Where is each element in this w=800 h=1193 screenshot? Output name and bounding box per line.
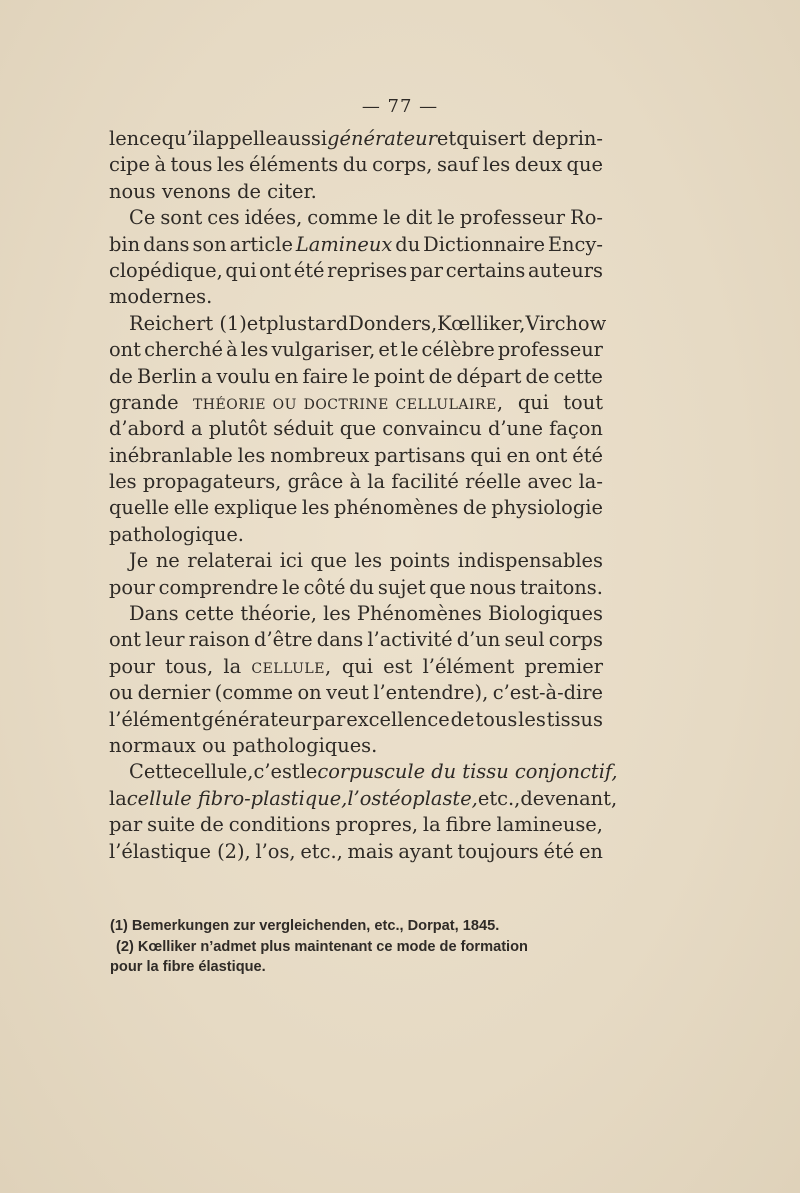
word: à <box>349 470 362 494</box>
word: été <box>293 258 325 282</box>
word: fibre <box>445 813 492 837</box>
word: corps <box>548 628 603 652</box>
word: excellence <box>346 707 450 731</box>
word: de <box>450 707 475 731</box>
word: les <box>323 602 351 626</box>
page-number: — 77 — <box>361 96 439 117</box>
word: tous, <box>165 654 214 678</box>
word: modernes. <box>109 285 213 309</box>
word: l’activité <box>367 628 453 652</box>
word: et <box>436 127 457 150</box>
word: sauf <box>436 153 479 177</box>
word: cette <box>553 364 603 388</box>
word: d’une <box>487 417 544 441</box>
word: est <box>383 654 413 678</box>
word: que <box>310 549 347 573</box>
word: lence <box>109 127 162 150</box>
word: ne <box>155 549 180 573</box>
word: été <box>572 443 603 467</box>
text-line <box>109 522 603 548</box>
text-line <box>109 416 603 442</box>
word: été <box>543 839 575 863</box>
word: que <box>566 153 603 177</box>
word: inébranlable <box>109 443 233 467</box>
word: vulgariser, <box>271 338 376 362</box>
word: corpuscule du tissu conjonctif, <box>317 760 618 784</box>
word: son <box>192 232 227 256</box>
word: dernier <box>137 681 211 705</box>
word: sont <box>160 206 203 230</box>
word: ou <box>202 733 227 757</box>
word: du <box>349 575 375 599</box>
word: explique <box>213 496 298 520</box>
text-line <box>109 126 603 152</box>
word: du <box>342 153 368 177</box>
word: elle <box>173 496 210 520</box>
word: en <box>506 443 531 467</box>
word: clopédique, <box>109 258 223 282</box>
word: Ency- <box>547 232 603 256</box>
word: ou <box>109 681 134 705</box>
word: dit <box>405 206 433 230</box>
word: tout <box>563 390 603 414</box>
word: Phénomènes <box>356 602 482 626</box>
text-line <box>109 311 607 337</box>
word: Berlin <box>136 364 197 388</box>
word: cherché <box>144 338 223 362</box>
word: plus <box>266 311 308 335</box>
word: générateur <box>327 127 437 150</box>
word: du <box>395 232 421 256</box>
text-line <box>109 152 603 178</box>
text-line <box>109 179 603 205</box>
word: facilité <box>391 470 459 494</box>
word: citer. <box>267 179 317 203</box>
word: grâce <box>287 470 344 494</box>
word: les <box>354 549 383 573</box>
word: mais <box>347 839 394 863</box>
word: comme <box>307 206 379 230</box>
word: l’élastique (2), <box>109 839 251 863</box>
word: Je <box>129 549 149 573</box>
word: sert de <box>487 127 556 150</box>
word: , <box>496 390 504 414</box>
word: prin- <box>556 127 603 150</box>
word: reprises <box>327 258 408 282</box>
word: ces <box>207 206 240 230</box>
word: séduit <box>273 417 334 441</box>
word: de <box>462 496 487 520</box>
word: le <box>299 760 318 784</box>
word: (comme <box>214 681 294 705</box>
word: à <box>154 153 166 177</box>
text-line <box>109 232 603 258</box>
text-line <box>109 284 603 310</box>
word: raison <box>188 628 250 652</box>
word: comprendre <box>158 575 279 599</box>
word: professeur <box>459 206 566 230</box>
word: les <box>216 153 245 177</box>
word: leur <box>145 628 185 652</box>
word: côté <box>303 575 346 599</box>
word: en <box>578 839 603 863</box>
word: cipe <box>109 153 150 177</box>
word: deux <box>514 153 563 177</box>
word: Cette <box>129 760 183 784</box>
word: l’os, <box>255 839 296 863</box>
word: tissus <box>546 707 603 731</box>
word: la <box>367 470 386 494</box>
text-line <box>109 443 603 469</box>
text-line <box>109 759 618 785</box>
text-line <box>109 786 618 812</box>
word: nombreux <box>270 443 370 467</box>
word: professeur <box>497 338 603 362</box>
word: qui <box>456 127 488 150</box>
word: les <box>237 443 266 467</box>
word: le <box>437 206 455 230</box>
word: partisans <box>374 443 466 467</box>
text-line <box>109 390 603 416</box>
word: faire <box>302 364 349 388</box>
word: Reichert (1) <box>129 311 247 335</box>
word: par <box>109 813 143 837</box>
text-line <box>109 601 603 627</box>
word: ont <box>259 258 292 282</box>
word: l’élément <box>109 707 201 731</box>
word: qui <box>341 654 373 678</box>
word: physiologie <box>491 496 603 520</box>
word: on <box>297 681 322 705</box>
text-line <box>109 707 603 733</box>
word: qui <box>470 443 502 467</box>
word: Kœlliker, <box>437 311 526 335</box>
word: veut <box>326 681 369 705</box>
word: Virchow <box>525 311 607 335</box>
word: qui <box>517 390 549 414</box>
word: l’élément <box>422 654 515 678</box>
word: premier <box>524 654 603 678</box>
word: et <box>378 338 398 362</box>
word: le <box>383 206 401 230</box>
word: les <box>301 496 330 520</box>
word: etc., <box>477 786 521 810</box>
word: auteurs <box>527 258 603 282</box>
text-line <box>109 258 603 284</box>
word: avec <box>527 470 573 494</box>
word: les <box>482 153 511 177</box>
footnote-1: (1) Bemerkungen zur vergleichenden, etc., Dorpat, 1845. <box>110 918 500 934</box>
word: célèbre <box>421 338 495 362</box>
word: pour <box>109 654 155 678</box>
word: normaux <box>109 733 196 757</box>
word: ici <box>279 549 303 573</box>
word: propres, <box>335 813 419 837</box>
word: voulu <box>216 364 271 388</box>
word: cellule fibro-plastique, <box>126 786 348 810</box>
word: de <box>428 364 453 388</box>
word: ont <box>535 443 568 467</box>
word: d’un <box>456 628 501 652</box>
word: Biologiques <box>488 602 603 626</box>
word: dans <box>316 628 364 652</box>
footnote-2-continuation: pour la fibre élastique. <box>110 959 266 975</box>
text-line <box>109 627 603 653</box>
word: pour <box>109 575 155 599</box>
word: de <box>199 813 224 837</box>
word: la <box>109 786 127 810</box>
word: c’est-à-dire <box>492 681 603 705</box>
word: de <box>237 179 261 203</box>
word: Ro- <box>570 206 603 230</box>
word: le <box>352 364 370 388</box>
word: toujours <box>457 839 539 863</box>
word: tous <box>170 153 213 177</box>
word: cellule, <box>251 654 332 678</box>
word: cellule, <box>182 760 254 784</box>
word: et <box>246 311 267 335</box>
word: Dans <box>129 602 179 626</box>
word: Dictionnaire <box>423 232 545 256</box>
word: c’est <box>253 760 300 784</box>
text-line <box>109 839 603 865</box>
word: à <box>226 338 238 362</box>
word: la <box>422 813 441 837</box>
word: cette <box>184 602 235 626</box>
word: qui <box>225 258 257 282</box>
word: ont <box>109 338 141 362</box>
word: venons <box>161 179 231 203</box>
word: qu’il <box>161 127 206 150</box>
word: les <box>109 470 137 494</box>
word: conditions <box>228 813 331 837</box>
word: éléments <box>249 153 339 177</box>
word: nous <box>469 575 517 599</box>
word: quelle <box>109 496 170 520</box>
word: pathologiques. <box>232 733 378 757</box>
word: points <box>389 549 451 573</box>
word: certains <box>445 258 526 282</box>
word: les <box>518 707 546 731</box>
word: appelle <box>205 127 277 150</box>
footnotes <box>110 916 616 978</box>
word: propagateurs, <box>142 470 282 494</box>
word: Lamineux <box>295 232 393 256</box>
word: départ <box>456 364 522 388</box>
word: tard <box>307 311 349 335</box>
word: , <box>324 654 332 678</box>
text-line <box>109 337 603 363</box>
word: idées, <box>244 206 303 230</box>
word: a <box>200 364 213 388</box>
text-line <box>109 812 603 838</box>
word: article <box>229 232 293 256</box>
word: de <box>525 364 550 388</box>
word: que <box>429 575 466 599</box>
word: Ce <box>129 206 156 230</box>
word: de <box>109 364 133 388</box>
word: pathologique. <box>109 522 244 546</box>
word: suite <box>147 813 196 837</box>
word: théorie, <box>240 602 317 626</box>
word: convaincu <box>382 417 482 441</box>
text-line <box>109 733 603 759</box>
word: nous <box>109 179 156 203</box>
text-line <box>109 654 603 680</box>
word: aussi <box>276 127 328 150</box>
word: théorie ou doctrine cellulaire, <box>192 390 504 414</box>
word: bin <box>109 232 141 256</box>
word: en <box>274 364 299 388</box>
word: phénomènes <box>334 496 459 520</box>
word: le <box>282 575 300 599</box>
word: la <box>223 654 242 678</box>
text-line <box>109 495 603 521</box>
text-line <box>109 205 603 231</box>
word: a <box>191 417 203 441</box>
word: devenant, <box>520 786 618 810</box>
word: d’être <box>254 628 313 652</box>
word: générateur <box>201 707 312 731</box>
word: par <box>312 707 346 731</box>
word: dans <box>143 232 190 256</box>
word: les <box>240 338 269 362</box>
word: lamineuse, <box>496 813 603 837</box>
word: le <box>400 338 419 362</box>
word: d’abord <box>109 417 185 441</box>
word: Donders, <box>348 311 438 335</box>
word: relaterai <box>187 549 273 573</box>
word: ayant <box>398 839 453 863</box>
body-text <box>109 126 618 865</box>
word: l’entendre), <box>373 681 489 705</box>
text-line <box>109 469 603 495</box>
word: traitons. <box>519 575 603 599</box>
word: tous <box>475 707 518 731</box>
footnote-2: (2) Kœlliker n’admet plus maintenant ce mode de formation <box>116 938 528 955</box>
text-line <box>109 364 603 390</box>
word: la- <box>578 470 603 494</box>
word: ont <box>109 628 141 652</box>
word: façon <box>549 417 603 441</box>
word: corps, <box>372 153 433 177</box>
word: l’ostéoplaste, <box>347 786 478 810</box>
word: point <box>373 364 425 388</box>
word: etc., <box>300 839 343 863</box>
text-line <box>109 575 603 601</box>
word: réelle <box>465 470 522 494</box>
text-line <box>109 548 603 574</box>
word: par <box>409 258 444 282</box>
word: grande <box>109 390 179 414</box>
text-line <box>109 680 603 706</box>
word: indispensables <box>457 549 603 573</box>
word: plutôt <box>208 417 268 441</box>
word: seul <box>504 628 545 652</box>
word: sujet <box>377 575 426 599</box>
word: que <box>339 417 377 441</box>
